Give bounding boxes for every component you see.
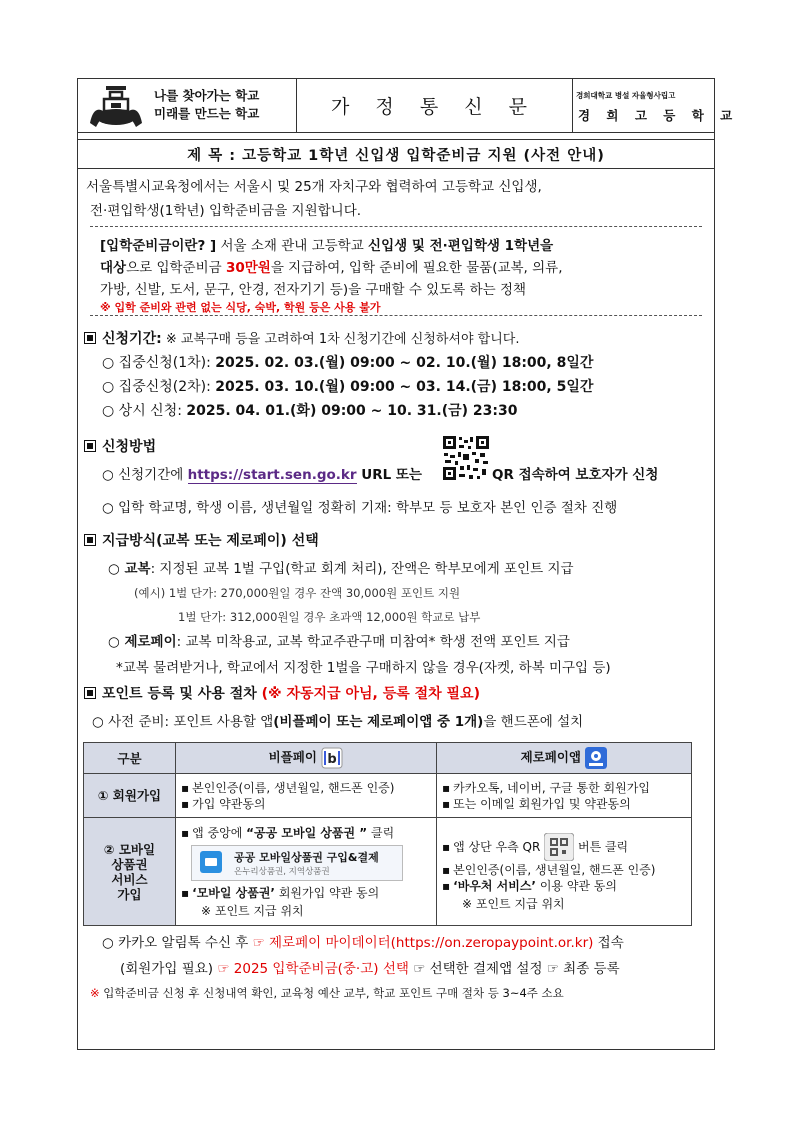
section-bullet-icon xyxy=(84,332,96,344)
definition-line1 xyxy=(100,234,553,254)
final-line2-a: (회원가입 필요) xyxy=(120,961,218,977)
section-bullet-icon xyxy=(84,687,96,699)
definition-text3: 을 지급하여, 입학 준비에 필요한 물품(교복, 의류, xyxy=(270,260,563,276)
slogan-line2: 미래를 만드는 학교 xyxy=(154,106,260,121)
points-heading-row xyxy=(84,683,480,703)
payment-zeropay-note: *교복 물려받거나, 학교에서 지정한 1벌을 구매하지 않을 경우(자켓, 하복 미구입 등) xyxy=(116,660,611,676)
period-row2-label: ○ 집중신청(2차): xyxy=(102,379,216,395)
divider-top xyxy=(90,226,702,227)
list-item: ▪ 본인인증(이름, 생년월일, 핸드폰 인증) xyxy=(181,780,431,796)
payment-uniform-label: ○ 교복 xyxy=(108,561,151,577)
qr-code-icon[interactable] xyxy=(442,435,490,481)
final-line2 xyxy=(120,957,620,977)
r2c2a-post: 클릭 xyxy=(367,825,395,840)
payment-heading-row xyxy=(84,530,319,550)
intro-line2: 전·편입학생(1학년) 입학준비금을 지원합니다. xyxy=(90,203,362,219)
list-item: ▪ 본인인증(이름, 생년월일, 핸드폰 인증) xyxy=(442,862,686,878)
points-heading: 포인트 등록 및 사용 절차 xyxy=(102,686,262,702)
list-item xyxy=(442,878,686,894)
zeropay-app-icon xyxy=(585,747,607,769)
definition-amount: 30만원 xyxy=(225,260,271,276)
apply-url-link[interactable]: https://start.sen.go.kr xyxy=(187,467,357,483)
section-bullet-icon xyxy=(84,440,96,452)
r2c2a-bold: “공공 모바일 상품권 ” xyxy=(246,825,368,840)
list-item xyxy=(442,832,686,862)
method-line1 xyxy=(102,463,422,483)
table-header-zeropay xyxy=(437,743,692,774)
points-prep-pre: ○ 사전 준비: 포인트 사용할 앱 xyxy=(92,714,274,730)
payment-uniform-text: : 지정된 교복 1벌 구입(학교 회계 처리), 잔액은 학부모에게 포인트 지급 xyxy=(150,561,574,577)
voucher-icon xyxy=(200,851,222,873)
r2c2b-bold: ‘모바일 상품권’ xyxy=(192,885,275,900)
section-bullet-icon xyxy=(84,534,96,546)
method-heading-row xyxy=(84,436,156,456)
school-subtitle: 경희대학교 병설 자율형사립고 xyxy=(576,91,676,100)
method-line1-mid: URL 또는 xyxy=(356,467,422,483)
period-heading-row xyxy=(84,328,519,348)
r2c3c-bold: ‘바우처 서비스’ xyxy=(453,878,536,893)
intro-line1: 서울특별시교육청에서는 서울시 및 25개 자치구와 협력하여 고등학교 신입생, xyxy=(86,179,542,195)
payment-heading: 지급방식(교복 또는 제로페이) 선택 xyxy=(102,533,319,549)
points-prep xyxy=(92,710,583,730)
row-mobile-voucher-bizplay xyxy=(176,818,437,926)
banner-title: 공공 모바일상품권 구입&결제 xyxy=(234,850,379,864)
slogan-line1: 나를 찾아가는 학교 xyxy=(154,88,260,103)
period-row1 xyxy=(102,352,593,372)
r2c3-note: ※ 포인트 지급 위치 xyxy=(462,896,565,911)
table-header-bizplay xyxy=(176,743,437,774)
final-line1-post: 접속 xyxy=(593,935,624,951)
row-mobile-voucher-label xyxy=(84,818,176,926)
header-left xyxy=(78,79,297,132)
r2c3c-post: 이용 약관 동의 xyxy=(536,878,617,893)
method-line1-post: QR 접속하여 보호자가 신청 xyxy=(492,467,659,483)
list-item xyxy=(181,885,431,901)
public-voucher-banner[interactable] xyxy=(191,845,403,881)
payment-example2: 1벌 단가: 312,000원일 경우 초과액 12,000원 학교로 납부 xyxy=(178,610,481,624)
period-heading-note: ※ 교복구매 등을 고려하여 1차 신청기간에 신청하셔야 합니다. xyxy=(161,332,520,347)
definition-bold1: 신입생 및 전·편입학생 1학년을 xyxy=(368,238,554,254)
school-name: 경 희 고 등 학 교 xyxy=(578,108,739,123)
note-mark: ※ xyxy=(90,986,100,1000)
row-signup-label: ① 회원가입 xyxy=(84,774,176,818)
zeropay-label: 제로페이앱 xyxy=(520,749,582,765)
method-line2: ○ 입학 학교명, 학생 이름, 생년월일 정확히 기재: 학부모 등 보호자 본인 인증 절차 진행 xyxy=(102,500,618,516)
list-item: ▪ 또는 이메일 회원가입 및 약관동의 xyxy=(442,796,686,812)
r2c2a-pre: 앱 중앙에 xyxy=(192,825,247,840)
period-row1-value: 2025. 02. 03.(월) 09:00 ~ 02. 10.(월) 18:00, 8일간 xyxy=(215,355,594,371)
row2-label-line1: ② 모바일 xyxy=(103,841,156,857)
period-row3-label: ○ 상시 신청: xyxy=(102,403,187,419)
definition-bold2: 대상 xyxy=(100,260,127,276)
row2-label-line3: 서비스 xyxy=(111,871,148,887)
period-row2 xyxy=(102,376,593,396)
method-line1-pre: ○ 신청기간에 xyxy=(102,467,188,483)
r2c2-note: ※ 포인트 지급 위치 xyxy=(201,903,304,918)
payment-uniform xyxy=(108,557,574,577)
table-header-category: 구분 xyxy=(84,743,176,774)
doc-type: 가 정 통 신 문 xyxy=(296,79,573,132)
period-heading: 신청기간: xyxy=(102,331,162,347)
qr-scan-button-icon[interactable] xyxy=(544,833,574,861)
row-signup-bizplay xyxy=(176,774,437,818)
divider-bottom xyxy=(90,315,702,316)
payment-zeropay-text: : 교복 미착용교, 교복 학교주관구매 미참여* 학생 전액 포인트 지급 xyxy=(176,634,570,650)
definition-line3: 가방, 신발, 도서, 문구, 안경, 전자기기 등)을 구매할 수 있도록 하는 정책 xyxy=(100,282,527,298)
definition-line2 xyxy=(100,256,563,276)
final-line2-b: ☞ 2025 입학준비금(중·고) 선택 xyxy=(217,961,409,977)
svg-text:b: b xyxy=(327,752,337,767)
final-line2-c: ☞ 선택한 결제앱 설정 ☞ 최종 등록 xyxy=(408,961,620,977)
definition-text2: 으로 입학준비금 xyxy=(126,260,226,276)
payment-zeropay xyxy=(108,630,570,650)
slogan xyxy=(154,87,259,123)
row2-label-line4: 가입 xyxy=(117,886,142,902)
zeropay-mydata-link[interactable]: ☞ 제로페이 마이데이터(https://on.zeropaypoint.or.kr) xyxy=(252,935,594,951)
row-mobile-voucher-zeropay xyxy=(437,818,692,926)
header xyxy=(78,79,739,133)
bizplay-label: 비플페이 xyxy=(268,749,317,765)
method-heading: 신청방법 xyxy=(102,439,157,455)
points-prep-post: 을 핸드폰에 설치 xyxy=(483,714,584,730)
school-block xyxy=(572,79,739,132)
app-comparison-table xyxy=(83,742,692,926)
list-item: ▪ 가입 약관동의 xyxy=(181,796,431,812)
r2c2b-post: 회원가입 약관 동의 xyxy=(275,885,380,900)
notice-title: 제 목 : 고등학교 1학년 신입생 입학준비금 지원 (사전 안내) xyxy=(78,139,714,169)
r2c3a-pre: 앱 상단 우측 QR xyxy=(453,839,545,854)
period-row2-value: 2025. 03. 10.(월) 09:00 ~ 03. 14.(금) 18:00, 5일간 xyxy=(215,379,594,395)
banner-subtitle: 온누리상품권, 지역상품권 xyxy=(234,866,330,877)
payment-example1: (예시) 1벌 단가: 270,000원일 경우 잔액 30,000원 포인트 지원 xyxy=(134,586,461,600)
bizplay-app-icon xyxy=(321,747,343,769)
final-note-text: 입학준비금 신청 후 신청내역 확인, 교육청 예산 교부, 학교 포인트 구매 절차 등 3~4주 소요 xyxy=(99,986,564,1000)
points-prep-bold: (비플페이 또는 제로페이앱 중 1개) xyxy=(273,714,484,730)
definition-text1: 서울 소재 관내 고등학교 xyxy=(216,238,369,254)
row-signup-zeropay xyxy=(437,774,692,818)
period-row3-value: 2025. 04. 01.(화) 09:00 ~ 10. 31.(금) 23:30 xyxy=(186,403,518,419)
period-row1-label: ○ 집중신청(1차): xyxy=(102,355,216,371)
period-row3 xyxy=(102,400,518,420)
r2c3a-post: 버튼 클릭 xyxy=(574,839,629,854)
row2-label-line2: 상품권 xyxy=(111,856,148,872)
notice-page xyxy=(77,78,739,1050)
points-heading-warning: (※ 자동지급 아님, 등록 절차 필요) xyxy=(261,686,481,702)
definition-head: [입학준비금이란? ] xyxy=(100,238,217,254)
definition-note: ※ 입학 준비와 관련 없는 식당, 숙박, 학원 등은 사용 불가 xyxy=(100,301,381,314)
payment-zeropay-label: ○ 제로페이 xyxy=(108,634,177,650)
final-line1 xyxy=(102,931,624,951)
list-item xyxy=(181,825,431,841)
final-line1-pre: ○ 카카오 알림톡 수신 후 xyxy=(102,935,253,951)
school-logo-icon xyxy=(86,83,146,129)
final-note xyxy=(90,985,564,1001)
list-item: ▪ 카카오톡, 네이버, 구글 통한 회원가입 xyxy=(442,780,686,796)
